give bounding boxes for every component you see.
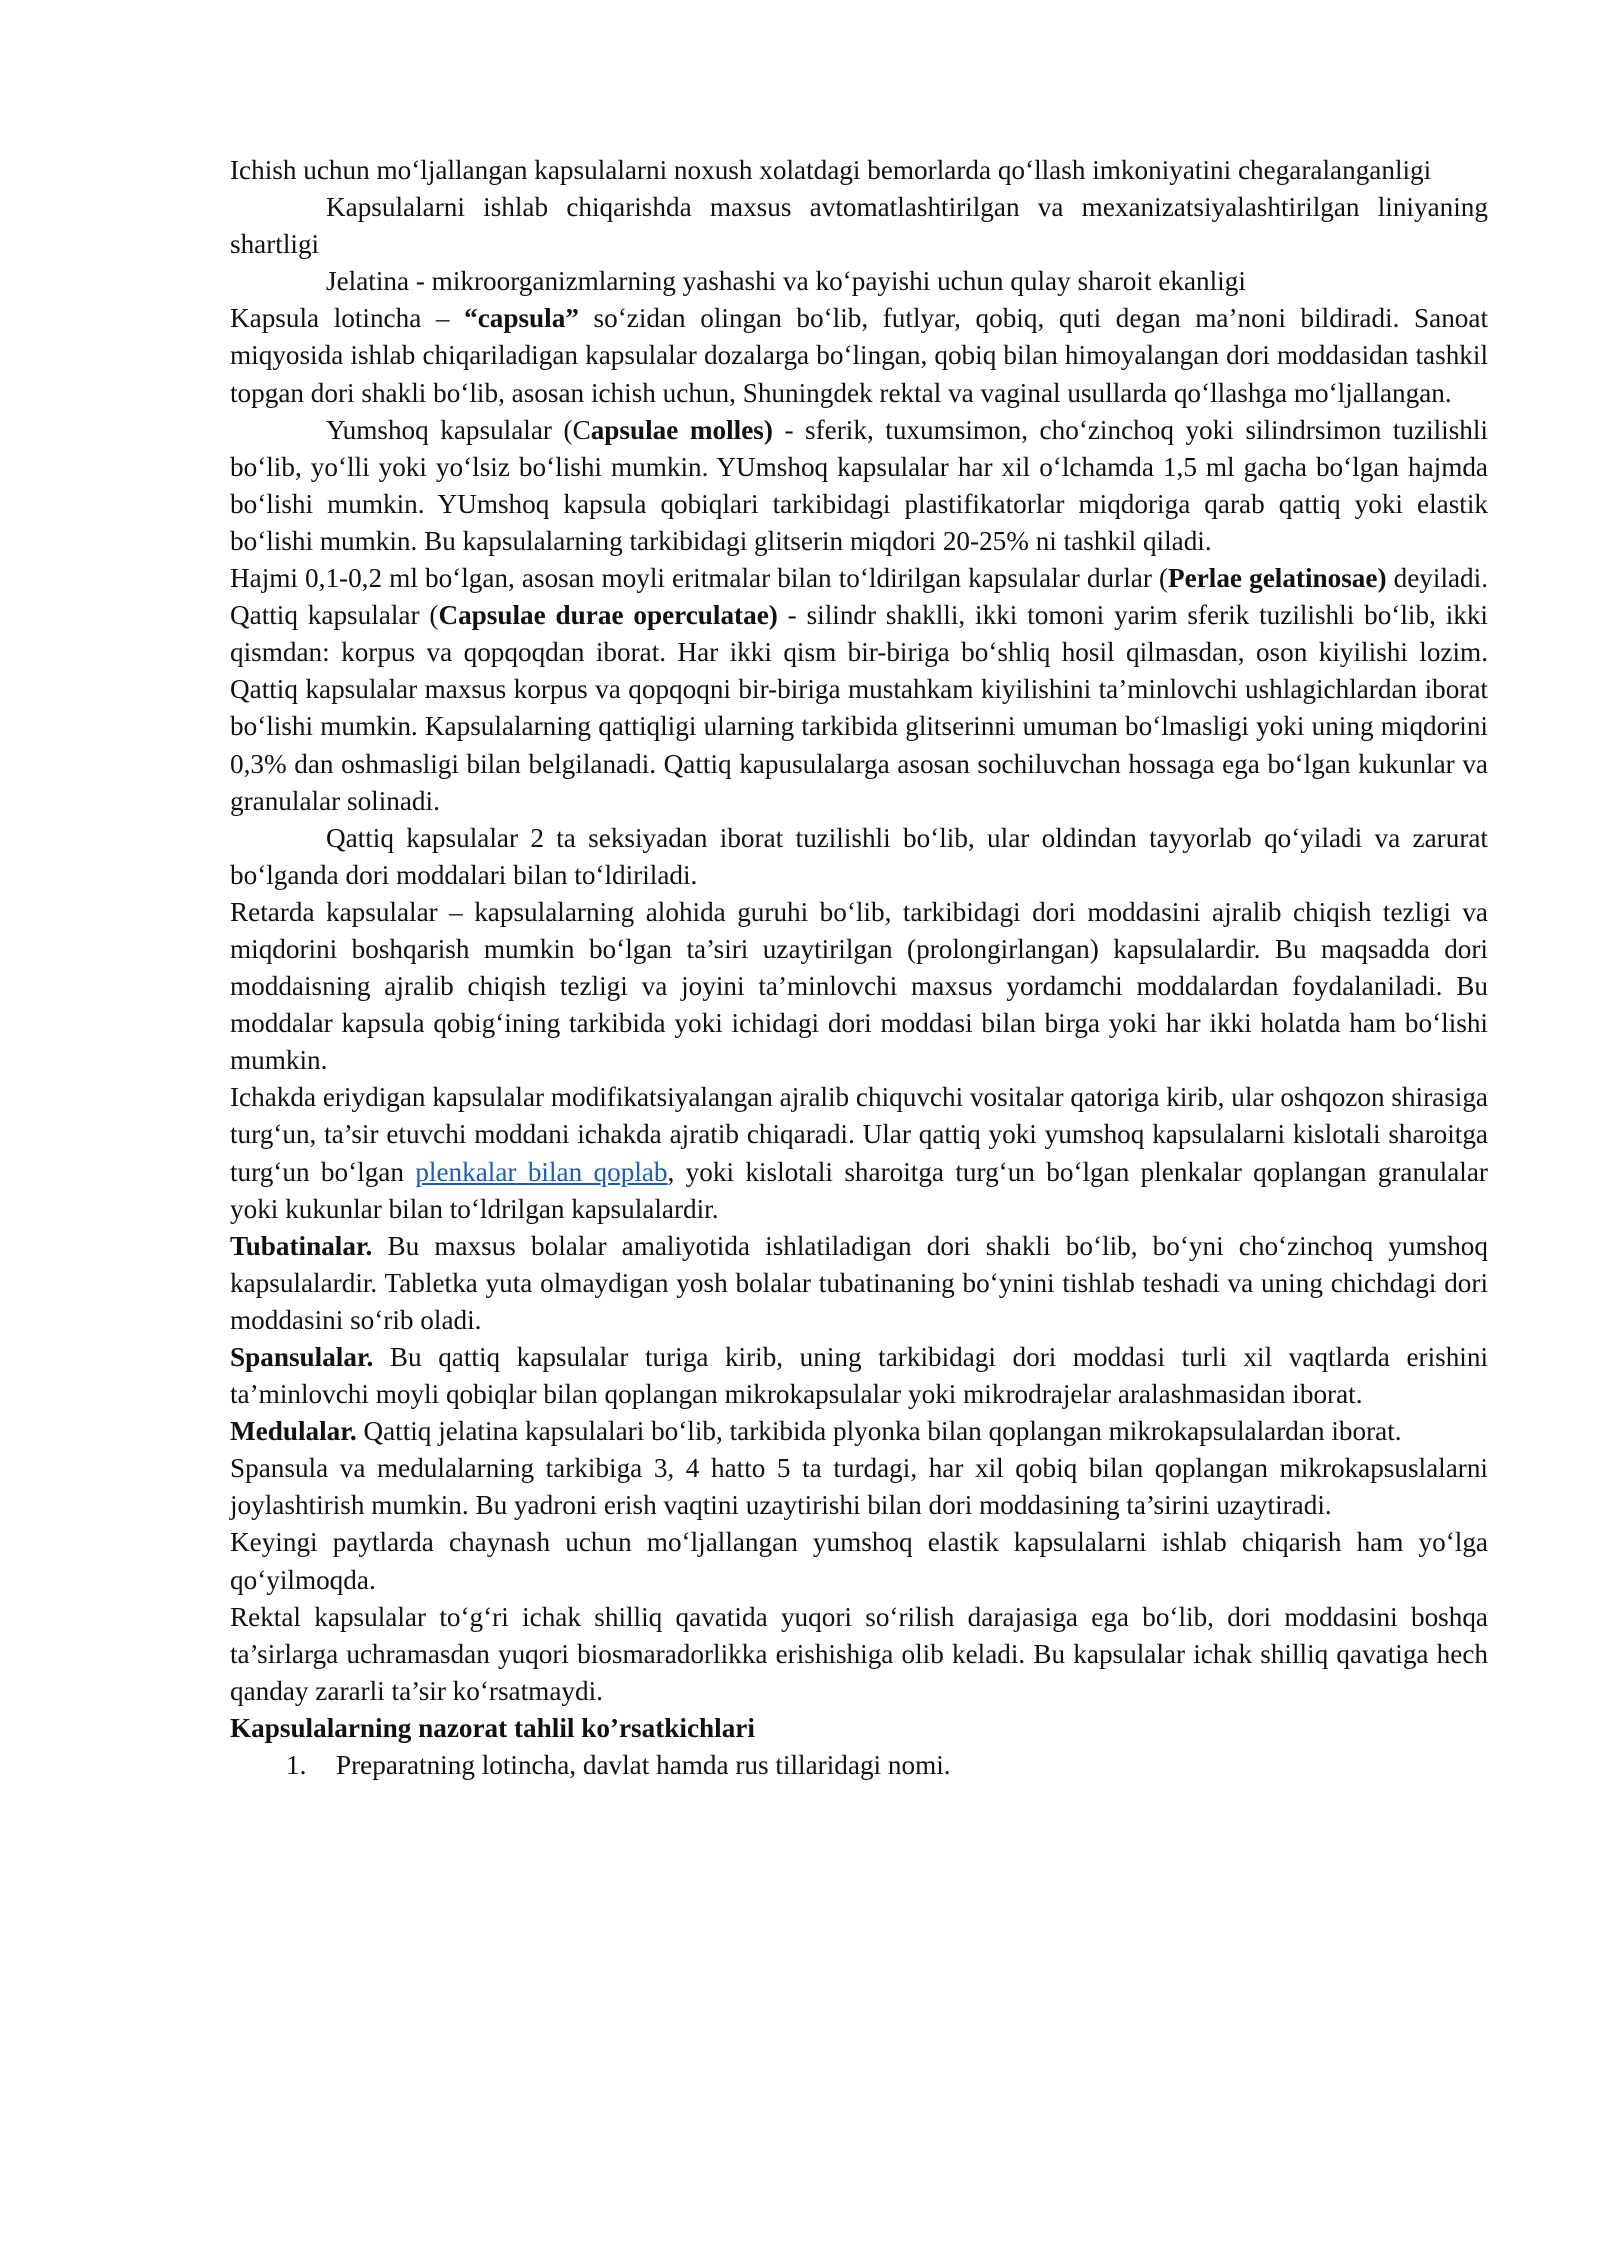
term-spansulalar: Spansulalar. <box>230 1342 374 1372</box>
text-run: - sferik, tuxumsimon, cho‘zinchoq yoki silindrsimon tuzilishli bo‘lib, yo‘lli yoki yo‘lsiz bo‘lishi mumkin. YUmshoq kapsulalar har xil o‘lchamda 1,5 ml gacha bo‘lgan hajmda bo‘lishi mumkin. YUmshoq kapsula qobiqlari tarkibidagi plastifikatorlar miqdoriga qarab qattiq yoki elastik bo‘lishi mumkin. Bu kapsulalarning tarkibidagi glitserin miqdori 20-25% ni tashkil qiladi. <box>230 414 1488 556</box>
list-item <box>230 1747 1488 1784</box>
paragraph-chewable: Keyingi paytlarda chaynash uchun mo‘ljallangan yumshoq elastik kapsulalarni ishlab chiqarish ham yo‘lga qo‘yilmoqda. <box>230 1527 1488 1595</box>
document-body <box>230 152 1488 1784</box>
paragraph-enteric-capsules <box>230 1079 1488 1227</box>
text-run: Bu qattiq kapsulalar turiga kirib, uning tarkibidagi dori moddasi turli xil vaqtlarda erishini ta’minlovchi moyli qobiqlar bilan qoplangan mikrokapsulalar yoki mikrodrajelar aralashmasidan iborat. <box>230 1342 1488 1410</box>
text-run: Bu maxsus bolalar amaliyotida ishlatiladigan dori shakli bo‘lib, bo‘yni cho‘zinchoq yumshoq kapsulalardir. Tabletka yuta olmaydigan yosh bolalar tubatinaning bo‘ynini tishlab teshadi va uning chichdagi dori moddasini so‘rib oladi. <box>230 1230 1488 1335</box>
paragraph-tubatinalar <box>230 1228 1488 1339</box>
paragraph-retard-capsules: Retarda kapsulalar – kapsulalarning alohida guruhi bo‘lib, tarkibidagi dori moddasini ajralib chiqish tezligi va miqdorini boshqarish mumkin bo‘lgan ta’siri uzaytirilgan (prolongirlangan) kapsulalardir. Bu maqsadda dori moddaisning ajralib chiqish tezligi va joyini ta’minlovchi maxsus yordamchi moddalardan foydalaniladi. Bu moddalar kapsula qobig‘ining tarkibida yoki ichidagi dori moddasi bilan birga yoki har ikki holatda ham bo‘lishi mumkin. <box>230 896 1488 1076</box>
paragraph-1: Ichish uchun mo‘ljallangan kapsulalarni noxush xolatdagi bemorlarda qo‘llash imkoniyatini chegaralanganligi <box>230 155 1432 185</box>
term-capsulae-durae: Capsulae durae operculatae) <box>438 600 778 631</box>
paragraph-soft-capsules <box>230 412 1488 560</box>
text-run: , yoki kislotali sharoitga turg‘un bo‘lgan plenkalar qoplangan granulalar yoki kukunlar bilan to‘ldrilgan kapsulalardir. <box>230 1156 1488 1224</box>
text-run: - silindr shaklli, ikki tomoni yarim sferik tuzilishli bo‘lib, ikki qismdan: korpus va qopqoqdan iborat. Har ikki qism bir-biriga bo‘shliq hosil qilmasdan, oson kiyilishi lozim. Qattiq kapsulalar maxsus korpus va qopqoqni bir-biriga mustahkam kiyilishini ta’minlovchi ushlagichlardan iborat bo‘lishi mumkin. Kapsulalarning qattiqligi ularning tarkibida glitserinni umuman bo‘lmasligi yoki uning miqdorini 0,3% dan oshmasligi bilan belgilanadi. Qattiq kapusulalarga asosan sochiluvchan hossaga ega bo‘lgan kukunlar va granulalar solinadi. <box>230 600 1488 816</box>
list-number: 1. <box>286 1750 307 1781</box>
text-run: so‘zidan olingan bo‘lib, futlyar, qobiq, quti degan ma’noni bildiradi. Sanoat miqyosida ishlab chiqariladigan kapsulalar dozalarga bo‘lingan, qobiq bilan himoyalangan dori moddasidan tashkil topgan dori shakli bo‘lib, asosan ichish uchun, Shuningdek rektal va vaginal usullarda qo‘llashga mo‘ljallangan. <box>230 303 1489 408</box>
text-run: Kapsula lotincha – <box>230 303 465 334</box>
section-heading: Kapsulalarning nazorat tahlil ko’rsatkichlari <box>230 1712 755 1743</box>
text-run: Yumshoq kapsulalar (C <box>326 414 591 445</box>
paragraph-3: Jelatina - mikroorganizmlarning yashashi va ko‘payishi uchun qulay sharoit ekanligi <box>326 266 1246 297</box>
paragraph-medulalar <box>230 1413 1488 1450</box>
paragraph-capsula-definition <box>230 300 1488 411</box>
paragraph-2: Kapsulalarni ishlab chiqarishda maxsus avtomatlashtirilgan va mexanizatsiyalashtirilgan liniyaning shartligi <box>230 192 1488 260</box>
term-capsula: “capsula” <box>464 303 579 334</box>
paragraph-hard-capsule-sections: Qattiq kapsulalar 2 ta seksiyadan iborat tuzilishli bo‘lib, ular oldindan tayyorlab qo‘yiladi va zarurat bo‘lganda dori moddalari bilan to‘ldiriladi. <box>230 822 1488 890</box>
paragraph-spansulalar <box>230 1339 1488 1413</box>
term-tubatinalar: Tubatinalar. <box>230 1230 373 1261</box>
paragraph-spansula-medula: Spansula va medulalarning tarkibiga 3, 4 hatto 5 ta turdagi, har xil qobiq bilan qoplangan mikrokapsuslalarni joylashtirish mumkin. Bu yadroni erish vaqtini uzaytirishi bilan dori moddasining ta’sirini uzaytiradi. <box>230 1453 1488 1521</box>
text-run: Ichakda eriydigan kapsulalar modifikatsiyalangan ajralib chiquvchi vositalar qatoriga kirib, ular oshqozon shirasiga turg‘un, ta’sir etuvchi moddani ichakda ajratib chiqaradi. Ular qattiq yoki yumshoq kapsulalarni kislotali sharoitga turg‘un bo‘lgan <box>230 1082 1488 1187</box>
text-run: Qattiq jelatina kapsulalari bo‘lib, tarkibida plyonka bilan qoplangan mikrokapsulalardan iborat. <box>356 1416 1402 1447</box>
term-capsulae-molles: apsulae molles) <box>590 414 773 445</box>
text-run: Hajmi 0,1-0,2 ml bo‘lgan, asosan moyli eritmalar bilan to‘ldirilgan kapsulalar durlar ( <box>230 563 1169 594</box>
paragraph-hard-capsules <box>230 560 1488 820</box>
film-coating-link[interactable]: plenkalar bilan qoplab <box>415 1156 668 1187</box>
term-perlae-gelatinosae: Perlae gelatinosae) <box>1168 563 1387 594</box>
text-run: deyiladi. Qattiq kapsulalar ( <box>230 563 1489 631</box>
paragraph-rectal: Rektal kapsulalar to‘g‘ri ichak shilliq qavatida yuqori so‘rilish darajasiga ega bo‘lib, dori moddasini boshqa ta’sirlarga uchramasdan yuqori biosmaradorlikka erishishiga olib keladi. Bu kapsulalar ichak shilliq qavatiga hech qanday zararli ta’sir ko‘rsatmaydi. <box>230 1601 1488 1706</box>
term-medulalar: Medulalar. <box>230 1416 357 1447</box>
list-text: Preparatning lotincha, davlat hamda rus tillaridagi nomi. <box>336 1750 951 1781</box>
